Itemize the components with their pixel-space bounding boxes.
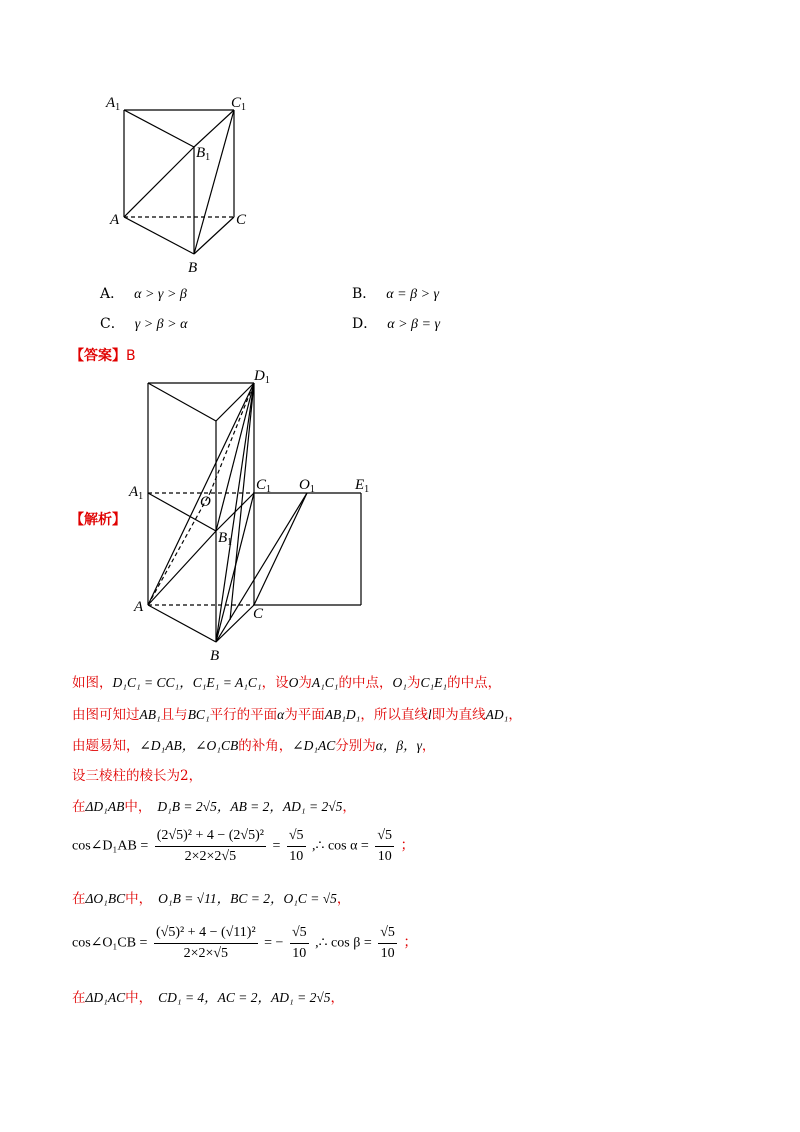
solution-line-6: 在ΔO₁BC中， O₁B = √11，BC = 2，O₁C = √5， [72,891,351,907]
option-b: B． α = β > γ [352,286,440,302]
label-a1-2: $A_1$ [129,484,144,502]
option-a: A． α > γ > β [100,286,187,302]
solution-line-1: 如图，D₁C₁ = CC₁，C₁E₁ = A₁C₁，设O为A₁C₁的中点，O₁为C₁E₁的中点， [72,675,502,691]
label-o: O [200,494,211,510]
solution-line-5: 在ΔD₁AB中， D₁B = 2√5，AB = 2，AD₁ = 2√5， [72,799,356,815]
label-b1: $B_1$ [196,145,211,163]
option-d: D． α > β = γ [352,316,440,332]
label-a: A [110,212,120,228]
solution-line-4: 设三棱柱的棱长为2， [72,768,203,784]
label-e1: $E_1$ [355,477,370,495]
analysis-tag: 【解析】 [70,512,126,528]
label-d1: $D_1$ [254,368,270,386]
equation-cos-alpha: cos∠D₁AB = $\frac{\text{(2√5)² + 4 − (2√5)²}}{2\times 2\times 2√5}$ = $\frac{√5}{10}$ ,∴ cos α = $\frac{√5}{10}$ ； [72,828,415,864]
label-a-2: A [134,599,144,615]
label-c1: $C_1$ [231,95,247,113]
label-c-2: C [253,606,264,622]
answer-tag: 【答案】B [70,348,136,364]
label-b-2: B [210,648,220,664]
solution-line-2: 由图可知过AB₁且与BC₁平行的平面α为平面AB₁D₁，所以直线l即为直线AD₁， [72,707,522,723]
label-o1: $O_1$ [299,477,315,495]
label-c: C [236,212,247,228]
option-c: C． γ > β > α [100,316,188,332]
label-a1: $A_1$ [106,95,121,113]
label-b1-2: $B_1$ [218,530,233,548]
equation-cos-beta: cos∠O₁CB = $\frac{\text{(√5)² + 4 − (√11)²}}{2\times 2\times√5}$ = − $\frac{√5}{10}$ ,∴ cos β = $\frac{√5}{10}$ ； [72,925,418,961]
label-c1-2: $C_1$ [256,477,272,495]
solution-line-3: 由题易知，∠D₁AB，∠O₁CB的补角，∠D₁AC分别为α，β，γ， [72,738,436,754]
label-b: B [188,260,198,276]
solution-line-7: 在ΔD₁AC中， CD₁ = 4，AC = 2，AD₁ = 2√5， [72,990,345,1006]
